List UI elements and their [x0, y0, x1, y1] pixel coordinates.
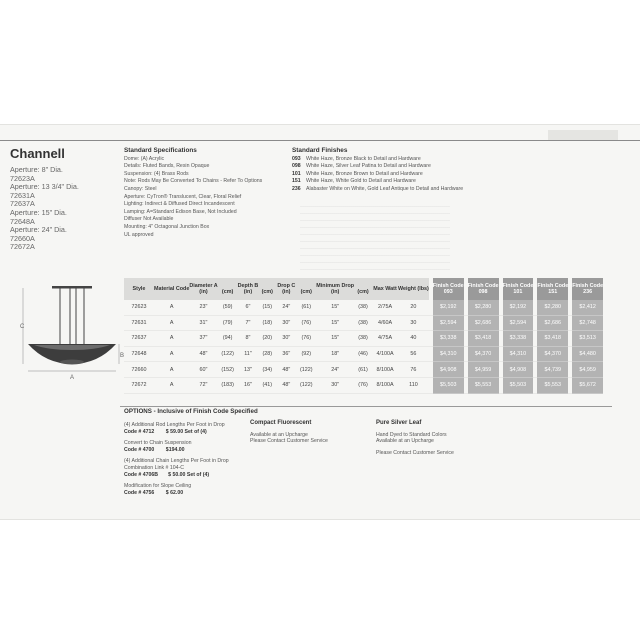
table-cell-drop-in: 48" [276, 362, 296, 378]
table-cell-price-093: $5,503 [433, 377, 464, 393]
col-max-watt: Max Watt [372, 278, 398, 300]
table-cell-price-151: $3,418 [537, 331, 568, 347]
table-cell-drop-cm: (76) [296, 331, 316, 347]
col-finish-093: Finish Code 093 [433, 278, 464, 300]
table-row [124, 315, 603, 331]
table-row [124, 362, 603, 378]
table-cell-price-101: $2,192 [503, 300, 534, 315]
table-cell-price-236: $2,748 [572, 315, 603, 331]
table-cell-min-in: 24" [316, 362, 354, 378]
table-row [124, 331, 603, 347]
finish-item: 151 White Haze, White Gold to Detail and Hardware [292, 178, 416, 185]
table-cell-dep-in: 13" [238, 362, 259, 378]
table-cell-drop-cm: (76) [296, 315, 316, 331]
table-row [124, 300, 603, 315]
diagram-label-b: B [120, 353, 124, 359]
table-cell-min-cm: (46) [354, 346, 372, 362]
table-cell-style: 72672 [124, 377, 154, 393]
table-cell-watt: 2/75A [372, 300, 398, 315]
table-cell-price-093: $2,594 [433, 315, 464, 331]
col-drop: Drop C (in) [276, 278, 296, 300]
table-cell-price-236: $4,480 [572, 346, 603, 362]
spec-line: Canopy: Steel [124, 185, 157, 192]
table-cell-min-in: 30" [316, 377, 354, 393]
finish-item: 101 White Haze, Bronze Brown to Detail and Hardware [292, 170, 423, 177]
spec-line: Dome: (A) Acrylic [124, 155, 165, 162]
options-section [124, 408, 614, 496]
table-cell-drop-in: 48" [276, 377, 296, 393]
aperture-line: Aperture: 15" Dia. [10, 207, 67, 217]
table-cell-style: 72631 [124, 315, 154, 331]
product-title: Channell [10, 146, 65, 161]
col-finish-101: Finish Code 101 [503, 278, 534, 300]
table-cell-dia-cm: (152) [218, 362, 238, 378]
col-diameter: Diameter A (in) [189, 278, 217, 300]
table-cell-watt: 4/100A [372, 346, 398, 362]
table-cell-dep-cm: (28) [258, 346, 276, 362]
table-cell-mat: A [154, 362, 189, 378]
option-item: Convert to Chain Suspension Code # 4700 $194.00 [124, 440, 192, 453]
aperture-line: Aperture: 13 3/4" Dia. [10, 182, 79, 192]
faded-brand-mark [548, 130, 618, 140]
table-cell-price-236: $5,672 [572, 377, 603, 393]
table-cell-dep-in: 6" [238, 300, 259, 315]
aperture-style: 72623A [10, 173, 35, 183]
table-cell-watt: 4/60A [372, 315, 398, 331]
table-cell-price-098: $2,280 [468, 300, 499, 315]
aperture-style: 72660A [10, 233, 35, 243]
table-cell-price-098: $4,959 [468, 362, 499, 378]
table-cell-dia-in: 60" [189, 362, 217, 378]
table-cell-min-cm: (61) [354, 362, 372, 378]
table-cell-style: 72660 [124, 362, 154, 378]
aperture-line: Aperture: 24" Dia. [10, 225, 67, 235]
specification-table [124, 278, 603, 394]
spec-line: Note: Rods May Be Converted To Chains - Refer To Options [124, 178, 263, 185]
table-cell-dep-in: 16" [238, 377, 259, 393]
table-cell-drop-cm: (61) [296, 300, 316, 315]
table-cell-min-cm: (76) [354, 377, 372, 393]
col-style: Style [124, 278, 154, 300]
table-cell-price-101: $4,908 [503, 362, 534, 378]
aperture-line: Aperture: 8" Dia. [10, 165, 63, 174]
table-cell-mat: A [154, 346, 189, 362]
options-rule [120, 406, 612, 407]
col-weight: Weight (lbs) [398, 278, 429, 300]
table-cell-price-101: $3,338 [503, 331, 534, 347]
table-cell-price-093: $3,338 [433, 331, 464, 347]
table-cell-mat: A [154, 377, 189, 393]
table-cell-price-236: $2,412 [572, 300, 603, 315]
standard-specifications [124, 147, 284, 239]
table-cell-style: 72637 [124, 331, 154, 347]
finish-item: 093 White Haze, Bronze Black to Detail and Hardware [292, 155, 421, 162]
table-cell-dep-cm: (41) [258, 377, 276, 393]
finish-item: 098 White Haze, Silver Leaf Patina to Detail and Hardware [292, 163, 431, 170]
table-cell-price-098: $5,553 [468, 377, 499, 393]
table-cell-dep-cm: (34) [258, 362, 276, 378]
table-cell-dep-cm: (15) [258, 300, 276, 315]
table-cell-dia-in: 48" [189, 346, 217, 362]
table-cell-price-151: $5,553 [537, 377, 568, 393]
header-rule [0, 140, 640, 141]
table-cell-dia-in: 72" [189, 377, 217, 393]
aperture-style: 72648A [10, 216, 35, 226]
spec-line: Details: Fluted Bands, Resin Opaque [124, 163, 210, 170]
table-cell-watt: 8/100A [372, 377, 398, 393]
standard-finishes [292, 147, 463, 194]
table-cell-price-151: $2,686 [537, 315, 568, 331]
col-finish-236: Finish Code 236 [572, 278, 603, 300]
table-cell-wt: 20 [398, 300, 429, 315]
diagram-label-a: A [70, 375, 75, 381]
table-cell-wt: 110 [398, 377, 429, 393]
table-cell-style: 72623 [124, 300, 154, 315]
aperture-style: 72631A [10, 190, 35, 200]
table-cell-dia-cm: (59) [218, 300, 238, 315]
table-cell-wt: 56 [398, 346, 429, 362]
table-cell-price-101: $5,503 [503, 377, 534, 393]
aperture-shape [60, 360, 84, 365]
table-row [124, 377, 603, 393]
table-cell-price-101: $2,594 [503, 315, 534, 331]
fixture-diagram [20, 278, 124, 388]
table-cell-price-151: $2,280 [537, 300, 568, 315]
table-cell-style: 72648 [124, 346, 154, 362]
table-cell-drop-cm: (122) [296, 362, 316, 378]
table-cell-dia-in: 31" [189, 315, 217, 331]
table-cell-price-098: $4,370 [468, 346, 499, 362]
aperture-list [10, 166, 79, 252]
table-cell-price-236: $3,513 [572, 331, 603, 347]
table-cell-drop-in: 30" [276, 315, 296, 331]
option-item: Modification for Slope Ceiling Code # 4756 $ 62.00 [124, 483, 192, 496]
table-header-row [124, 278, 603, 300]
table-cell-min-in: 18" [316, 346, 354, 362]
diagram-label-c: C [20, 324, 25, 330]
table-cell-wt: 40 [398, 331, 429, 347]
table-cell-wt: 30 [398, 315, 429, 331]
options-pure-silver-leaf: Pure Silver Leaf Hand Dyed to Standard Colors Available at an Upcharge Please Contact Customer Service [376, 420, 454, 456]
canopy-shape [52, 286, 92, 289]
table-cell-min-in: 15" [316, 300, 354, 315]
table-cell-dia-cm: (94) [218, 331, 238, 347]
table-cell-price-098: $2,686 [468, 315, 499, 331]
table-row [124, 346, 603, 362]
option-item: (4) Additional Rod Lengths Per Foot in Drop Code # 4712 $ 59.00 Set of (4) [124, 422, 225, 435]
spec-line: Lamping: A=Standard Edison Base, Not Included [124, 208, 237, 215]
aperture-style: 72672A [10, 242, 35, 252]
table-cell-price-098: $3,418 [468, 331, 499, 347]
table-cell-price-101: $4,310 [503, 346, 534, 362]
col-material: Material Code [154, 278, 189, 300]
col-depth: Depth B (in) [238, 278, 259, 300]
table-cell-price-151: $4,739 [537, 362, 568, 378]
table-cell-min-cm: (38) [354, 331, 372, 347]
table-cell-dia-in: 23" [189, 300, 217, 315]
table-cell-price-093: $4,310 [433, 346, 464, 362]
table-cell-watt: 8/100A [372, 362, 398, 378]
table-cell-dia-cm: (183) [218, 377, 238, 393]
table-cell-drop-cm: (92) [296, 346, 316, 362]
option-item: (4) Additional Chain Lengths Per Foot in Drop Combination Link # 104-C Code # 4706B $ 50.00 Set of (4) [124, 458, 229, 478]
table-cell-dep-in: 7" [238, 315, 259, 331]
aperture-style: 72637A [10, 199, 35, 209]
table-cell-dia-cm: (122) [218, 346, 238, 362]
table-cell-dep-cm: (18) [258, 315, 276, 331]
spec-line: Mounting: 4" Octagonal Junction Box [124, 223, 210, 230]
finishes-heading: Standard Finishes [292, 147, 348, 154]
spec-line: Diffuser Not Available [124, 216, 174, 223]
spec-line: Suspension: (4) Brass Rods [124, 170, 189, 177]
table-cell-price-093: $2,192 [433, 300, 464, 315]
table-cell-min-cm: (38) [354, 300, 372, 315]
table-cell-drop-cm: (122) [296, 377, 316, 393]
col-finish-098: Finish Code 098 [468, 278, 499, 300]
table-cell-min-in: 15" [316, 331, 354, 347]
table-cell-dia-cm: (79) [218, 315, 238, 331]
table-cell-wt: 76 [398, 362, 429, 378]
col-finish-151: Finish Code 151 [537, 278, 568, 300]
table-cell-price-151: $4,370 [537, 346, 568, 362]
table-cell-mat: A [154, 331, 189, 347]
spec-line: Lighting: Indirect & Diffused Direct Incandescent [124, 201, 235, 208]
spec-line: Aperture: CyTron® Translucent, Clear, Floral Relief [124, 193, 242, 200]
table-cell-dep-in: 11" [238, 346, 259, 362]
specifications-heading: Standard Specifications [124, 147, 197, 154]
table-cell-dep-in: 8" [238, 331, 259, 347]
table-cell-drop-in: 24" [276, 300, 296, 315]
options-compact-fluorescent: Compact Fluorescent Available at an Upcharge Please Contact Customer Service [250, 420, 328, 445]
spec-line: UL approved [124, 231, 154, 238]
finish-item: 236 Alabaster White on White, Gold Leaf Antique to Detail and Hardware [292, 185, 464, 192]
table-cell-watt: 4/75A [372, 331, 398, 347]
table-cell-price-093: $4,908 [433, 362, 464, 378]
table-cell-drop-in: 36" [276, 346, 296, 362]
table-cell-drop-in: 30" [276, 331, 296, 347]
table-cell-dia-in: 37" [189, 331, 217, 347]
table-cell-dep-cm: (20) [258, 331, 276, 347]
table-cell-mat: A [154, 315, 189, 331]
table-cell-price-236: $4,959 [572, 362, 603, 378]
table-cell-min-cm: (38) [354, 315, 372, 331]
options-heading: OPTIONS - Inclusive of Finish Code Specified [124, 408, 258, 415]
col-drop-cm: (cm) [296, 278, 316, 300]
col-min-drop: Minimum Drop (in) [316, 278, 354, 300]
table-cell-mat: A [154, 300, 189, 315]
col-diameter-cm: (cm) [218, 278, 238, 300]
col-min-drop-cm: (cm) [354, 278, 372, 300]
col-depth-cm: (cm) [258, 278, 276, 300]
show-through-texture [300, 200, 450, 270]
table-cell-min-in: 15" [316, 315, 354, 331]
